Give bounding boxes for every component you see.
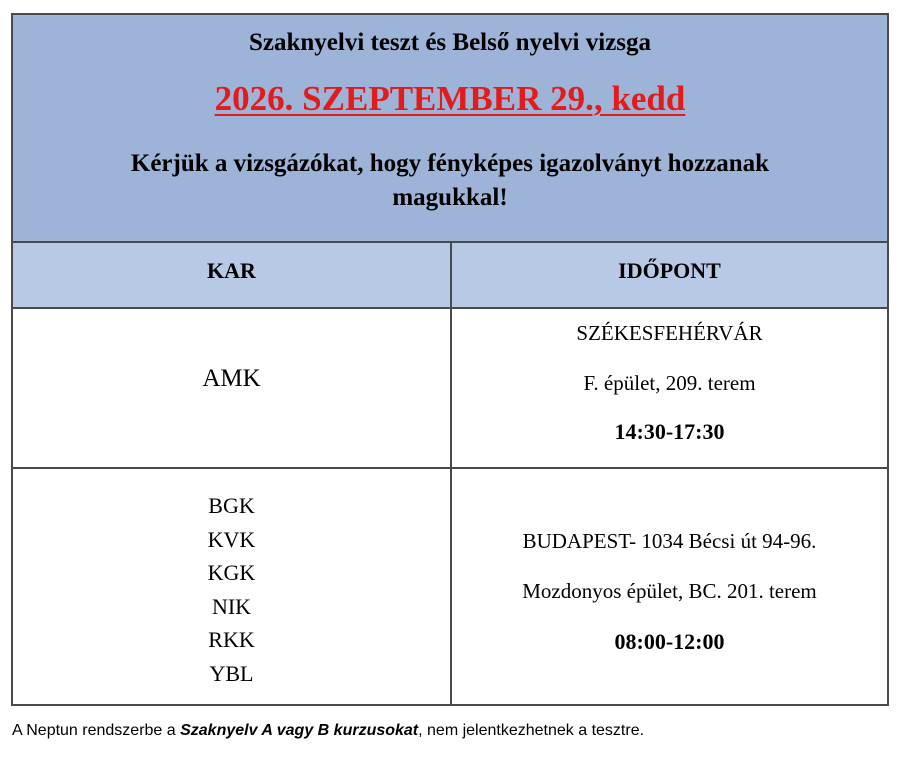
row-location: SZÉKESFEHÉRVÁR [576,321,763,345]
faculty-item: NIK [211,593,252,619]
row-room: Mozdonyos épület, BC. 201. terem [522,579,817,603]
column-header-idopont: IDŐPONT [618,258,721,283]
faculty-item: KVK [207,526,256,552]
faculty-list [13,489,450,690]
footnote-emphasis: Szaknyelv A vagy B kurzusokat [180,722,419,739]
exam-title: Szaknyelvi teszt és Belső nyelvi vizsga [248,29,652,56]
row-faculty: AMK [202,365,261,392]
column-divider [450,243,452,704]
row-room: F. épület, 209. terem [583,371,756,395]
row-location: BUDAPEST- 1034 Bécsi út 94-96. [522,529,817,553]
exam-schedule-table [11,13,889,706]
row-time: 14:30-17:30 [614,419,725,444]
footnote [12,722,644,740]
faculty-item: KGK [207,560,256,585]
id-notice: Kérjük a vizsgázókat, hogy fényképes igazolványt hozzanak magukkal! [130,150,770,211]
row-time: 08:00-12:00 [614,629,725,654]
column-header-kar: KAR [207,258,256,283]
exam-date: 2026. SZEPTEMBER 29., kedd [214,79,686,118]
table-header-banner [13,15,887,243]
footnote-text-after: , nem jelentkezhetnek a tesztre. [418,722,645,739]
faculty-item: BGK [208,493,255,518]
faculty-item: YBL [209,660,254,686]
faculty-item: RKK [208,627,255,652]
footnote-text-before: A Neptun rendszerbe a [12,722,181,739]
